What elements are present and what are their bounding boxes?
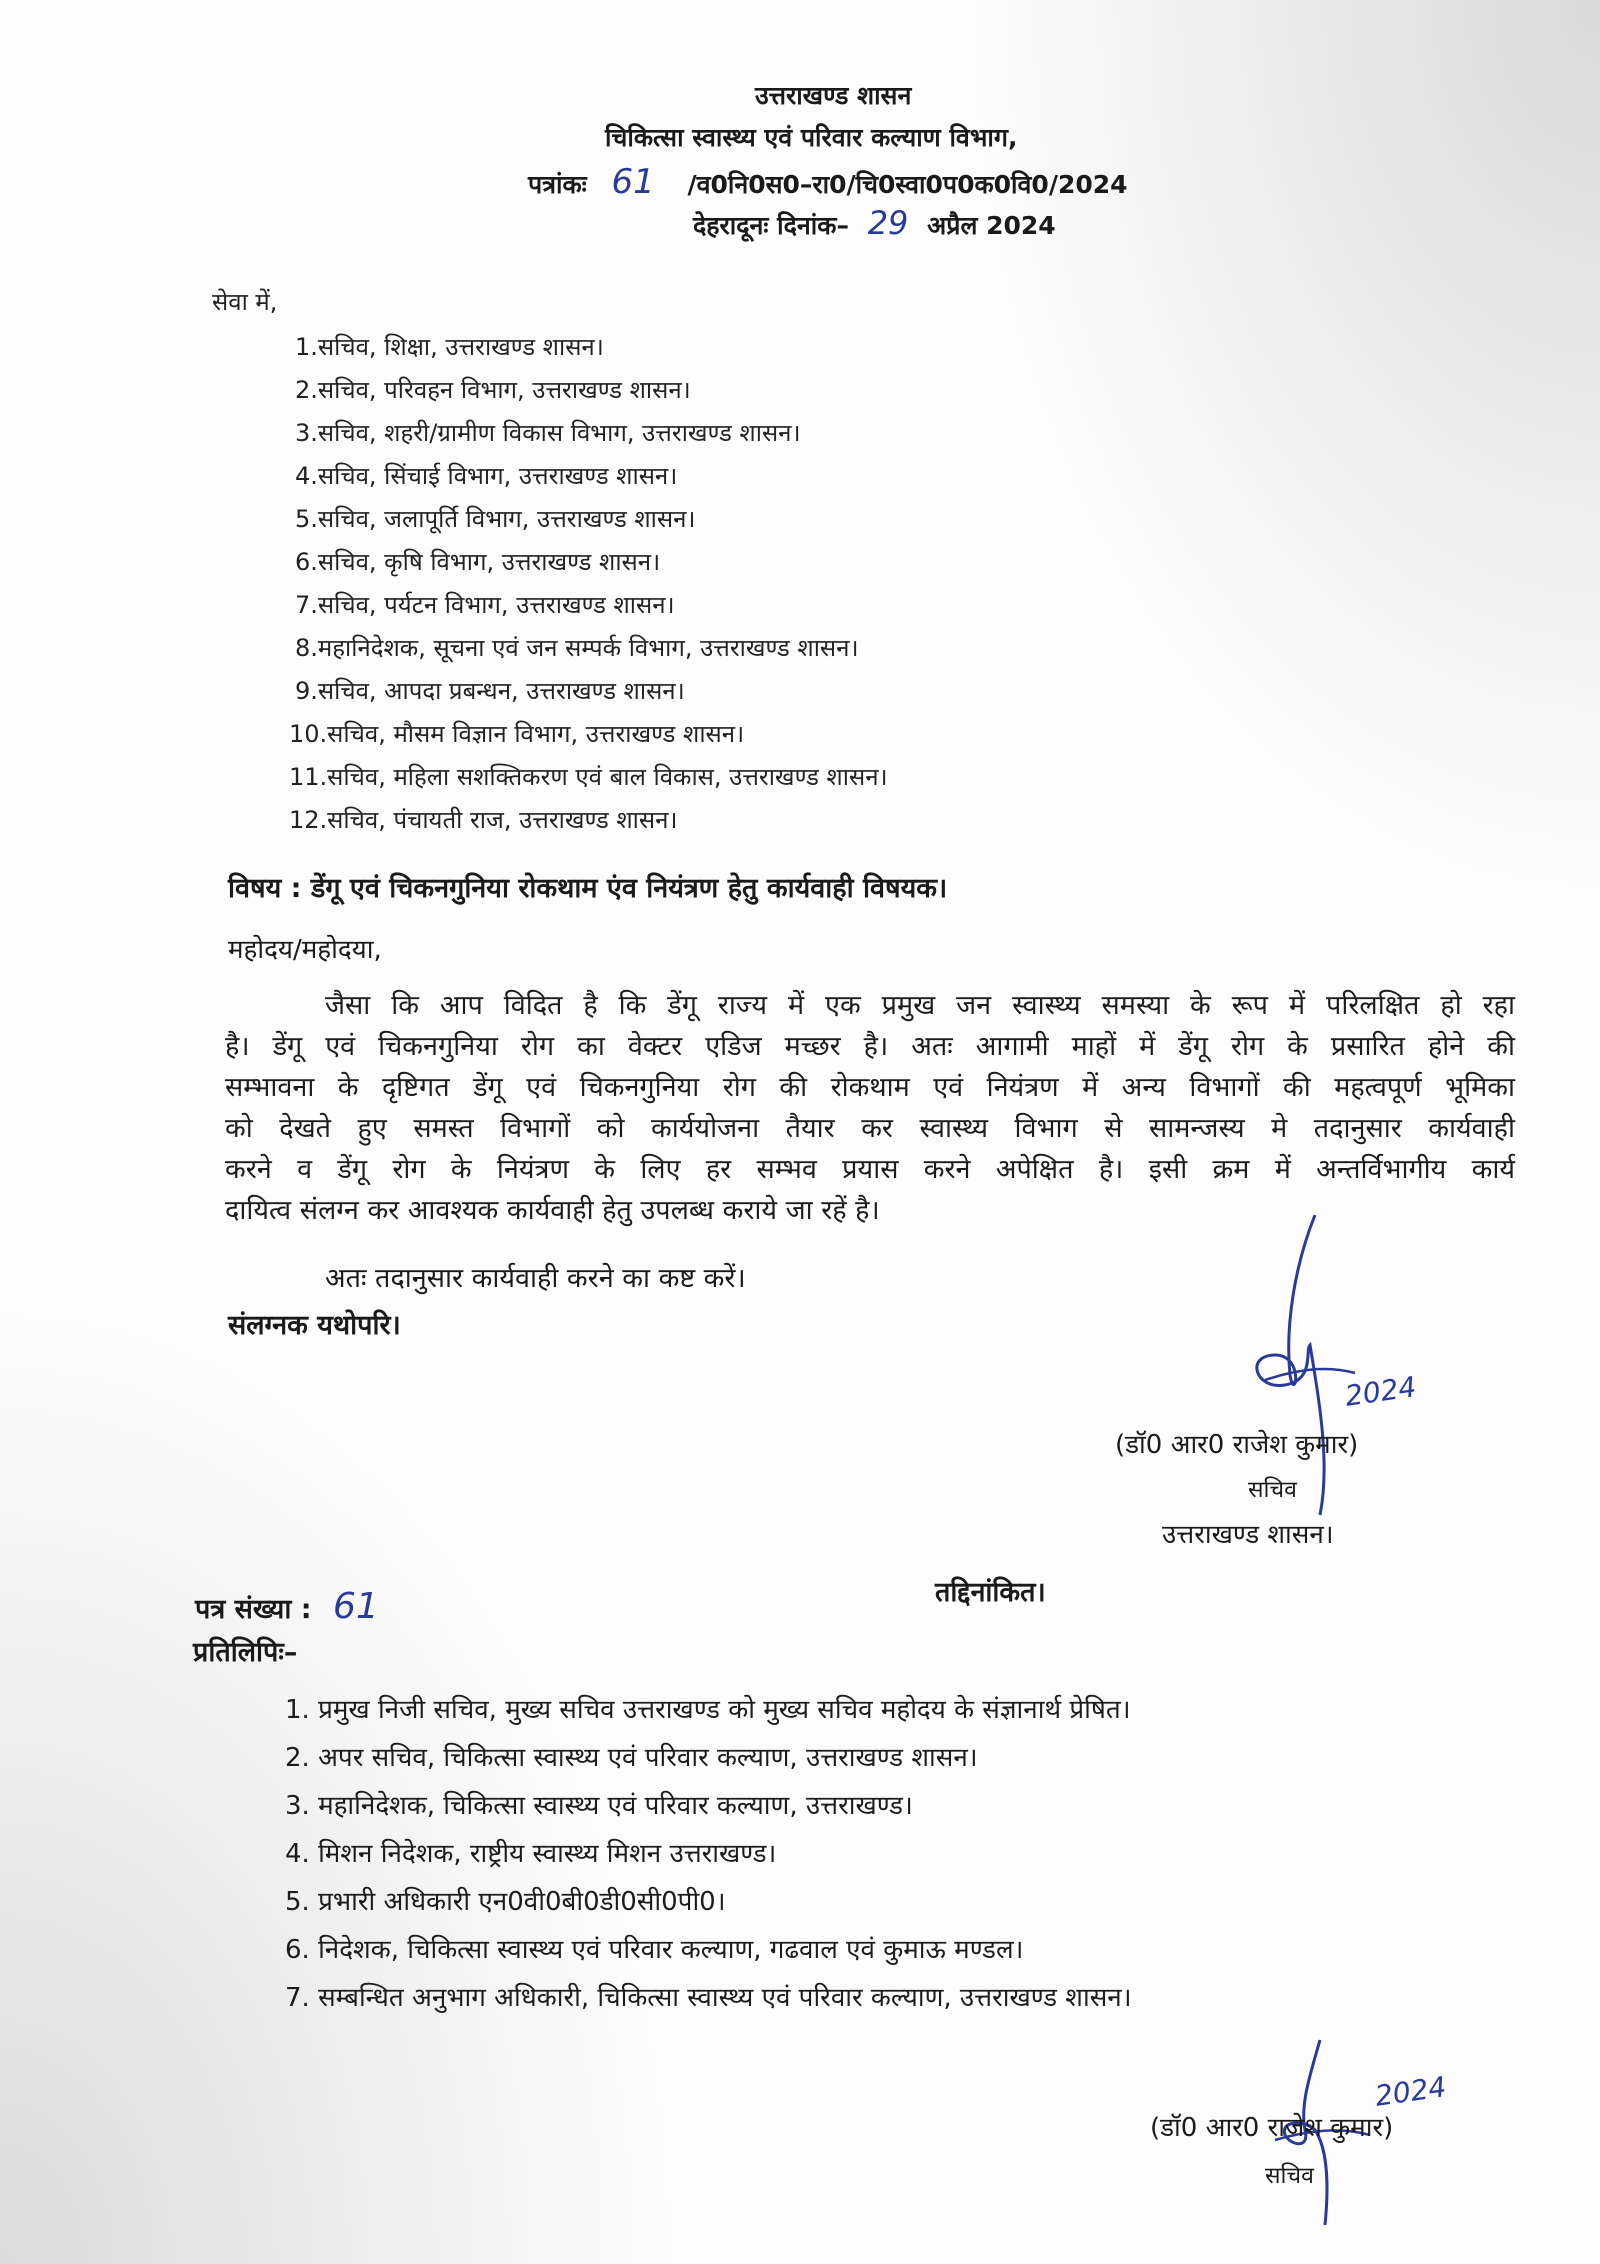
list-item: 9.सचिव, आपदा प्रबन्धन, उत्तराखण्ड शासन।: [295, 677, 685, 705]
govt-heading: उत्तराखण्ड शासन: [755, 81, 912, 110]
letter-number-prefix: पत्रांकः: [528, 170, 587, 199]
copy-letter-number-label: पत्र संख्या :: [195, 1594, 312, 1625]
body-paragraph: [225, 985, 1515, 1231]
copy-signatory-designation: सचिव: [1265, 2163, 1314, 2189]
copy-letter-number-handwritten: 61: [332, 1586, 379, 1627]
date-suffix: अप्रैल 2024: [927, 211, 1056, 240]
letter-number-suffix: /व0नि0स0–रा0/चि0स्वा0प0क0वि0/2024: [687, 170, 1128, 199]
list-item: 11.सचिव, महिला सशक्तिकरण एवं बाल विकास, उत्तराखण्ड शासन।: [289, 763, 888, 791]
list-item: 2.सचिव, परिवहन विभाग, उत्तराखण्ड शासन।: [295, 376, 691, 404]
body-line: को देखते हुए समस्त विभागों को कार्ययोजना तैयार कर स्वास्थ्य विभाग से सामन्जस्य मे तदानुसार कार्यवाही: [225, 1113, 1515, 1144]
list-item: 3. महानिदेशक, चिकित्सा स्वास्थ्य एवं परिवार कल्याण, उत्तराखण्ड।: [285, 1791, 913, 1821]
date-handwritten: 29: [867, 204, 909, 242]
salutation-to: सेवा में,: [212, 288, 278, 316]
copy-signatory-name: (डॉ0 आर0 राजेश कुमार): [1150, 2113, 1394, 2143]
body-line: जैसा कि आप विदित है कि डेंगू राज्य में एक प्रमुख जन स्वास्थ्य समस्या के रूप में परिलक्षित हो रहा: [325, 990, 1515, 1021]
signatory-name: (डॉ0 आर0 राजेश कुमार): [1115, 1430, 1359, 1460]
list-item: 8.महानिदेशक, सूचना एवं जन सम्पर्क विभाग, उत्तराखण्ड शासन।: [295, 634, 859, 662]
body-line: करने व डेंगू रोग के नियंत्रण के लिए हर सम्भव प्रयास करने अपेक्षित है। इसी क्रम में अन्तर्विभागीय कार्य: [225, 1154, 1515, 1185]
place-date: [693, 204, 1056, 242]
signatory-office: उत्तराखण्ड शासन।: [1162, 1520, 1334, 1550]
list-item: 12.सचिव, पंचायती राज, उत्तराखण्ड शासन।: [289, 806, 678, 834]
letter-number-handwritten: 61: [611, 162, 655, 202]
signature-year: 2024: [1343, 1370, 1419, 1413]
signature-mark: [1195, 1205, 1435, 1525]
copy-to-label: प्रतिलिपिः–: [193, 1637, 298, 1668]
signature-year: 2024: [1373, 2070, 1449, 2113]
list-item: 5. प्रभारी अधिकारी एन0वी0बी0डी0सी0पी0।: [285, 1887, 726, 1917]
list-item: 2. अपर सचिव, चिकित्सा स्वास्थ्य एवं परिवार कल्याण, उत्तराखण्ड शासन।: [285, 1743, 978, 1773]
list-item: 4.सचिव, सिंचाई विभाग, उत्तराखण्ड शासन।: [295, 462, 678, 490]
body-line: है। डेंगू एवं चिकनगुनिया रोग का वेक्टर एडिज मच्छर है। अतः आगामी माहों में डेंगू रोग के प्रसारित होने की: [225, 1031, 1515, 1062]
list-item: 1.सचिव, शिक्षा, उत्तराखण्ड शासन।: [295, 333, 604, 361]
subject-line: विषय : डेंगू एवं चिकनगुनिया रोकथाम एंव नियंत्रण हेतु कार्यवाही विषयक।: [228, 873, 948, 904]
letter-number: [528, 162, 1128, 202]
signatory-designation: सचिव: [1248, 1477, 1297, 1503]
list-item: 5.सचिव, जलापूर्ति विभाग, उत्तराखण्ड शासन।: [295, 505, 696, 533]
same-date-note: तद्दिनांकित।: [935, 1577, 1046, 1608]
body-line: दायित्व संलग्न कर आवश्यक कार्यवाही हेतु उपलब्ध कराये जा रहें है।: [225, 1195, 880, 1226]
list-item: 6. निदेशक, चिकित्सा स्वास्थ्य एवं परिवार कल्याण, गढवाल एवं कुमाऊ मण्डल।: [285, 1935, 1024, 1965]
list-item: 10.सचिव, मौसम विज्ञान विभाग, उत्तराखण्ड शासन।: [289, 720, 745, 748]
body-line: सम्भावना के दृष्टिगत डेंगू एवं चिकनगुनिया रोग की रोकथाम एवं नियंत्रण में अन्य विभागों की महत्वपूर्ण भूमिका: [225, 1072, 1515, 1103]
list-item: 3.सचिव, शहरी/ग्रामीण विकास विभाग, उत्तराखण्ड शासन।: [295, 419, 801, 447]
list-item: 1. प्रमुख निजी सचिव, मुख्य सचिव उत्तराखण्ड को मुख्य सचिव महोदय के संज्ञानार्थ प्रेषित।: [285, 1695, 1131, 1725]
list-item: 7. सम्बन्धित अनुभाग अधिकारी, चिकित्सा स्वास्थ्य एवं परिवार कल्याण, उत्तराखण्ड शासन।: [285, 1983, 1132, 2013]
closing-line: अतः तदानुसार कार्यवाही करने का कष्ट करें।: [325, 1263, 746, 1294]
enclosure-note: संलग्नक यथोपरि।: [228, 1310, 401, 1341]
copy-letter-number: [195, 1586, 379, 1627]
place-date-prefix: देहरादूनः दिनांक–: [693, 211, 849, 240]
list-item: 7.सचिव, पर्यटन विभाग, उत्तराखण्ड शासन।: [295, 591, 675, 619]
greeting: महोदय/महोदया,: [228, 935, 382, 965]
list-item: 6.सचिव, कृषि विभाग, उत्तराखण्ड शासन।: [295, 548, 661, 576]
list-item: 4. मिशन निदेशक, राष्ट्रीय स्वास्थ्य मिशन उत्तराखण्ड।: [285, 1839, 777, 1869]
department-heading: चिकित्सा स्वास्थ्य एवं परिवार कल्याण विभाग,: [605, 123, 1018, 152]
